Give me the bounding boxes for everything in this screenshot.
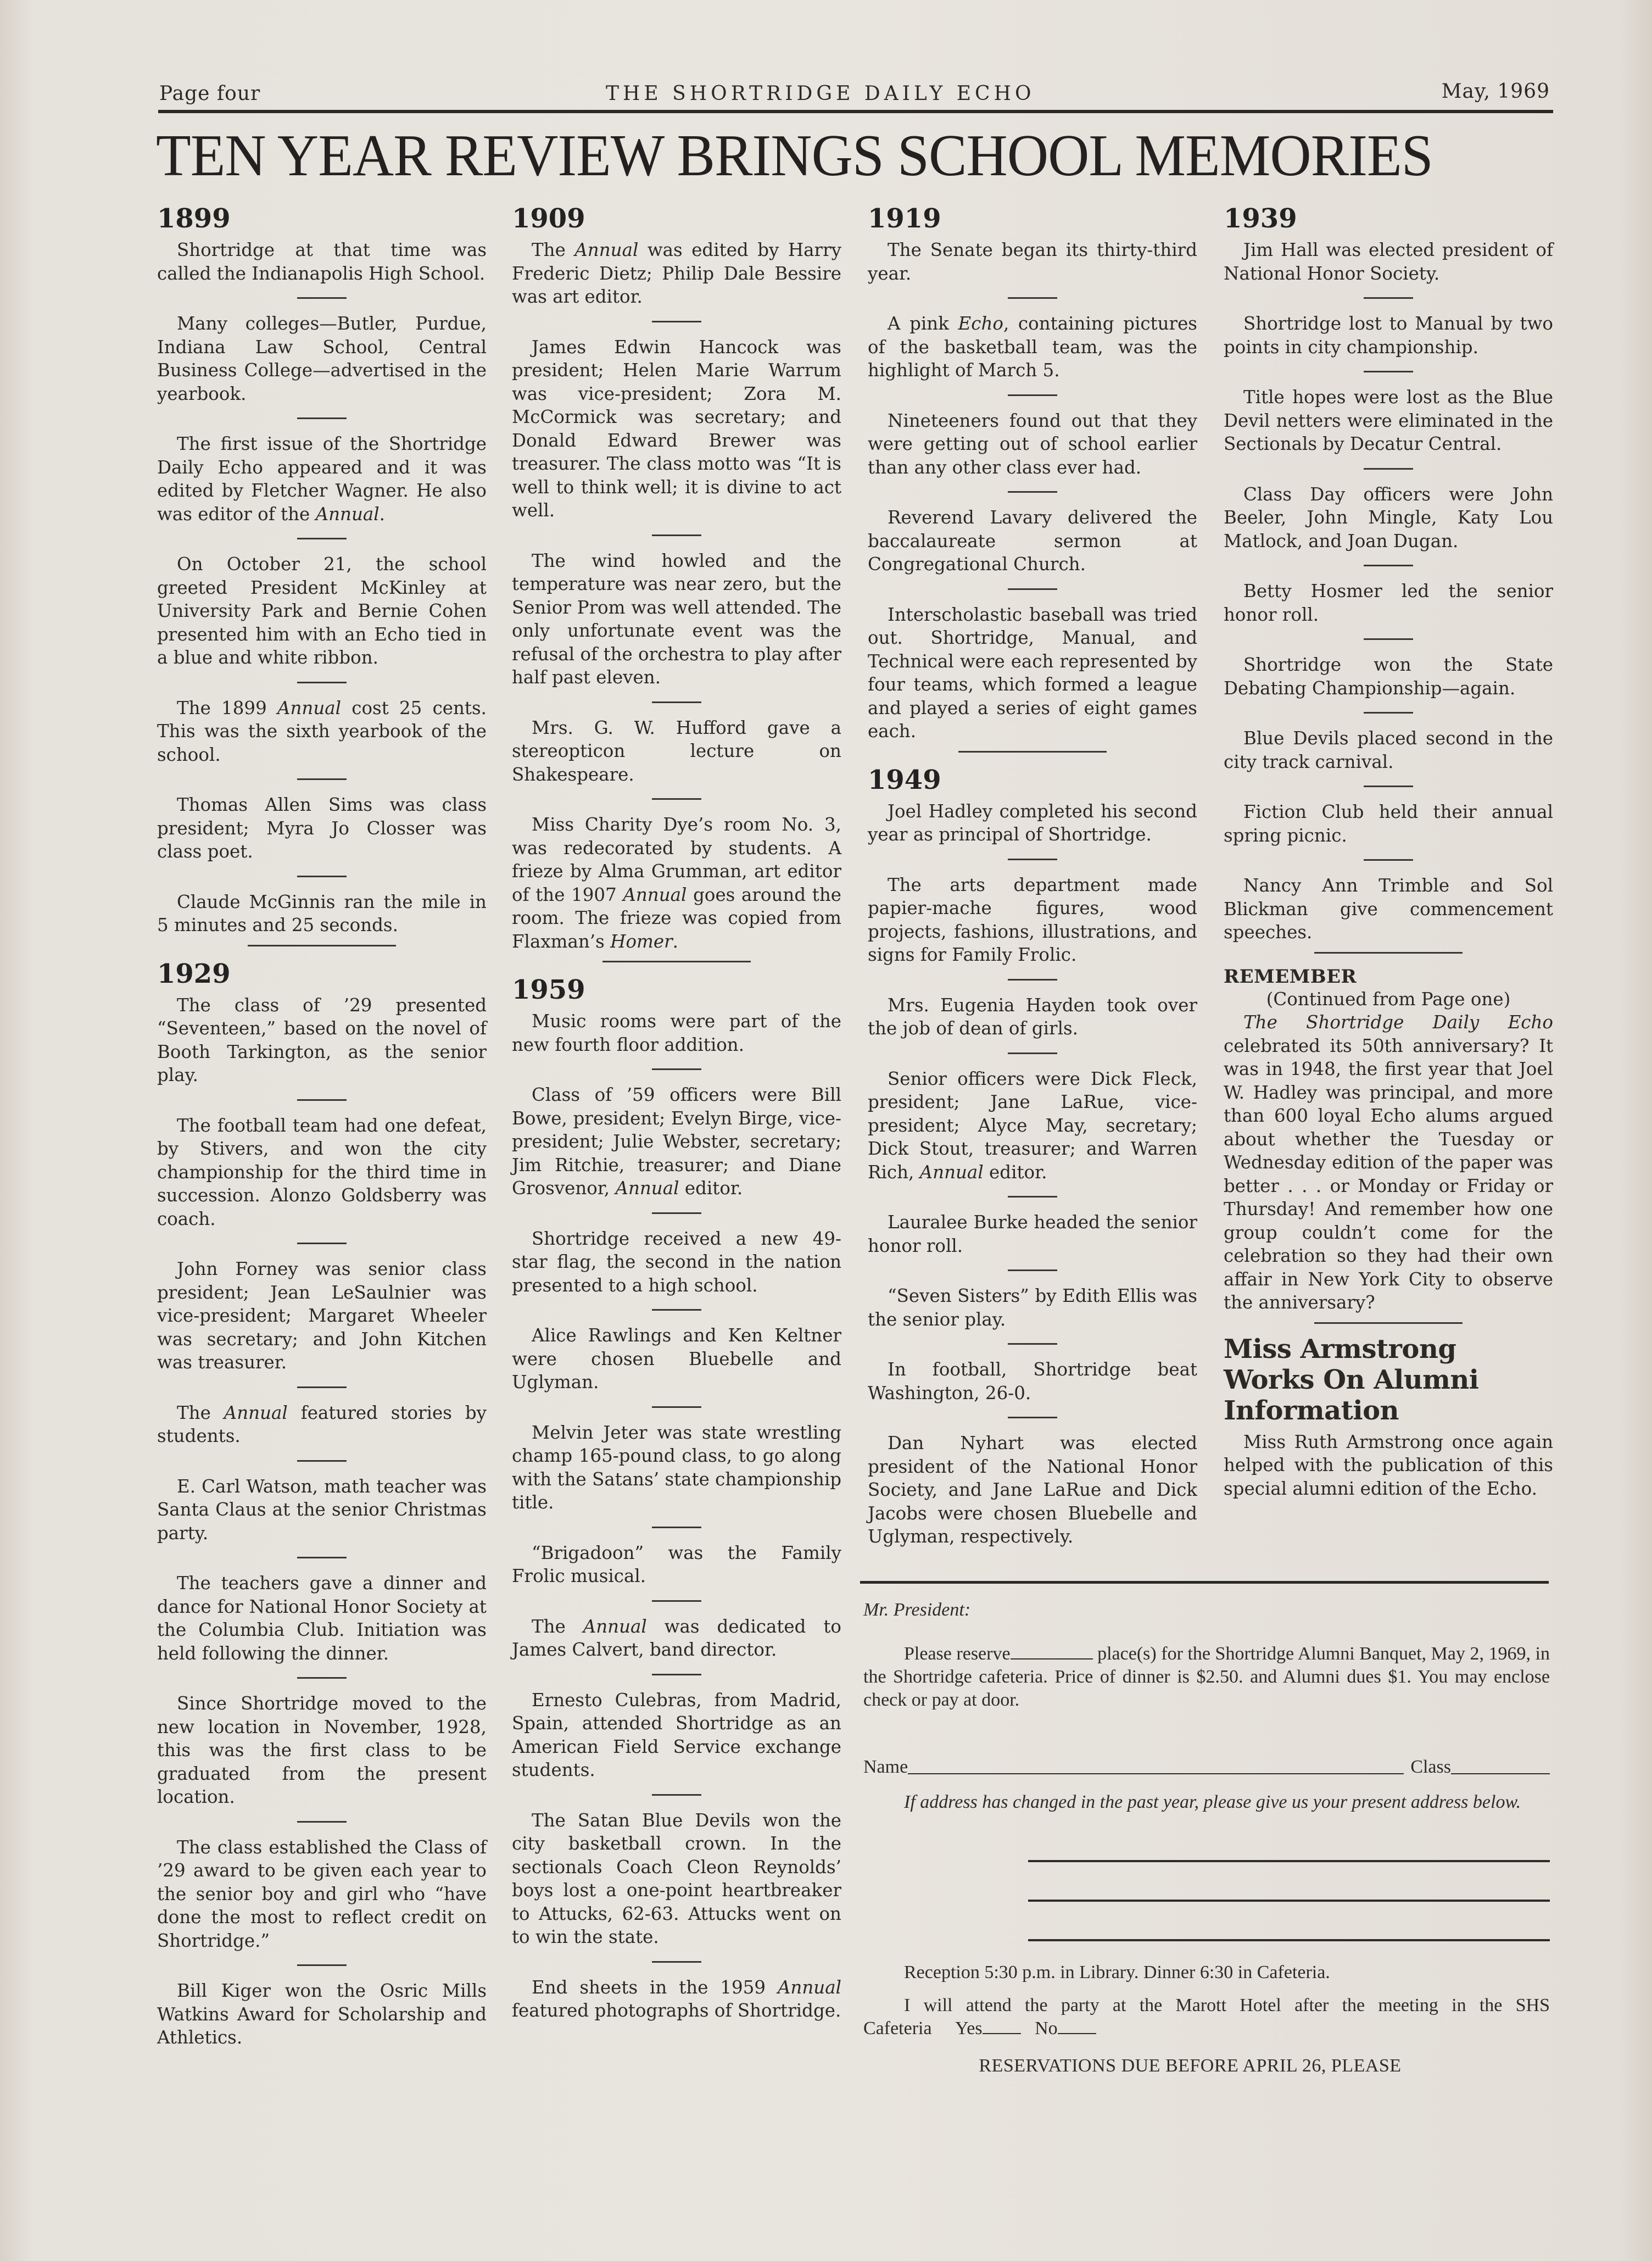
item-separator [652,1068,701,1070]
item-separator [1364,638,1413,640]
news-item: Blue Devils placed second in the city track carnival. [1224,728,1553,772]
item-separator [1008,1269,1057,1271]
item-separator [297,876,347,877]
year-heading: 1899 [157,203,231,234]
news-item: Shortridge lost to Manual by two points in city championship. [1224,313,1553,358]
item-separator [297,1964,347,1966]
italic-title: Annual [315,503,379,525]
item-text: was edited by Harry Frederic Dietz; Philip Dale Bessire was art editor. [512,240,841,307]
news-item: Dan Nyhart was elected president of the National Honor Society, and Jane LaRue and Dick Jacobs were chosen Bluebelle and Uglyman, respectively. [868,1433,1197,1547]
item-separator [297,682,347,683]
news-item [157,697,487,767]
section-rule [602,961,751,962]
section-1919 [868,203,1197,743]
news-item: The class of ’29 presented “Seventeen,” based on the novel of Booth Tarkington, as the senior play. [157,994,487,1085]
news-item: Mrs. G. W. Hufford gave a stereopticon lecture on Shakespeare. [512,717,841,785]
address-line-3[interactable] [1028,1939,1550,1941]
news-item: Nineteeners found out that they were getting out of school earlier than any other class ever had. [868,410,1197,478]
item-text: editor. [983,1161,1047,1183]
year-heading: 1909 [512,203,585,234]
page-headline: TEN YEAR REVIEW BRINGS SCHOOL MEMORIES [156,123,1433,188]
news-item: Nancy Ann Trimble and Sol Blickman give commencement speeches. [1224,875,1553,943]
issue-date: May, 1969 [1441,80,1550,103]
item-text: . [672,931,678,952]
item-separator [1364,859,1413,861]
item-separator [1008,491,1057,493]
item-separator [1008,979,1057,981]
section-1949 [868,765,1197,1549]
news-item [868,312,1197,382]
item-separator [652,534,701,536]
item-text: . [379,503,386,525]
item-separator [652,798,701,800]
reserve-text: place(s) for the Shortridge Alumni Banquet, May 2, 1969, in the Shortridge cafeteria. Price of dinner is $2.50. and Alumni dues $1. You may enclose check or pay at door. [863,1644,1550,1710]
year-heading: 1939 [1224,203,1297,234]
italic-title: Annual [574,240,639,260]
item-separator [297,1677,347,1679]
news-item: Joel Hadley completed his second year as principal of Shortridge. [868,800,1197,845]
item-text: was dedicated to James Calvert, band director. [512,1616,841,1660]
news-item: In football, Shortridge beat Washington, 26-0. [868,1359,1197,1404]
item-text: The first issue of the Shortridge Daily Echo appeared and it was edited by Fletcher Wagner. He also was editor of the [157,433,487,525]
item-separator [652,1794,701,1796]
item-separator [1364,371,1413,372]
item-text: featured photographs of Shortridge. [512,2000,841,2021]
form-top-rule [860,1581,1549,1584]
places-blank[interactable] [1011,1645,1093,1659]
item-text: editor. [679,1178,743,1199]
no-label: No [1035,2018,1058,2039]
item-text: , containing pictures of the basketball team, was the highlight of March 5. [868,313,1197,381]
news-item: “Brigadoon” was the Family Frolic musical. [512,1542,841,1586]
item-text: Senior officers were Dick Fleck, president; Jane LaRue, vice-president; Alyce May, secretary; Dick Stout, treasurer; and Warren Rich, [868,1068,1197,1183]
news-item: The Senate began its thirty-third year. [868,240,1197,284]
news-item: John Forney was senior class president; Jean LeSaulnier was vice-president; Margaret Wheeler was secretary; and John Kitchen was treasurer. [157,1258,487,1373]
yes-blank[interactable] [983,2020,1021,2034]
item-separator [297,297,347,299]
news-item [868,1067,1197,1184]
section-rule [248,945,396,946]
news-item [512,238,841,309]
news-item: E. Carl Watson, math teacher was Santa Claus at the senior Christmas party. [157,1475,487,1544]
item-text: A pink [888,313,958,334]
news-item [512,1083,841,1200]
class-label: Class [1410,1757,1451,1777]
class-blank[interactable] [1451,1772,1550,1774]
item-separator [652,1961,701,1963]
section-1929 [157,959,487,2050]
form-salutation: Mr. President: [863,1600,971,1620]
italic-title: Annual [583,1616,647,1637]
news-item: Title hopes were lost as the Blue Devil netters were eliminated in the Sectionals by Decatur Central. [1224,387,1553,454]
section-rule [1314,952,1463,954]
italic-title: Annual [615,1178,679,1199]
item-separator [1008,1417,1057,1418]
news-item: Shortridge received a new 49-star flag, the second in the nation presented to a high school. [512,1228,841,1296]
news-item: Ernesto Culebras, from Madrid, Spain, attended Shortridge as an American Field Service exchange students. [512,1689,841,1780]
item-separator [1008,297,1057,299]
address-note: If address has changed in the past year, please give us your present address below. [904,1792,1521,1812]
news-item: Fiction Club held their annual spring picnic. [1224,801,1553,846]
news-item: Jim Hall was elected president of National Honor Society. [1224,240,1553,284]
armstrong-body: Miss Ruth Armstrong once again helped with the publication of this special alumni edition of the Echo. [1224,1431,1553,1499]
news-item: The teachers gave a dinner and dance for National Honor Society at the Columbia Club. Initiation was held following the dinner. [157,1573,487,1664]
italic-title: Homer [610,931,673,952]
news-item: Mrs. Eugenia Hayden took over the job of dean of girls. [868,994,1197,1039]
section-1959 [512,974,841,2023]
yes-label: Yes [955,2018,983,2039]
column-3 [868,203,1197,1549]
remember-body [1224,1011,1553,1315]
paper-name: THE SHORTRIDGE DAILY ECHO [606,82,1035,105]
item-separator [1364,712,1413,714]
item-separator [652,1674,701,1675]
section-1899 [157,203,487,937]
reception-time: Reception 5:30 p.m. in Library. Dinner 6:30 in Cafeteria. [904,1962,1330,1982]
item-separator [1364,468,1413,470]
news-item: The football team had one defeat, by Stivers, and won the city championship for the third time in succession. Alonzo Goldsberry was coach. [157,1115,487,1229]
news-item: On October 21, the school greeted President McKinley at University Park and Bernie Cohen presented him with an Echo tied in a blue and white ribbon. [157,554,487,668]
remember-paper-title: The Shortridge Daily Echo [1243,1012,1553,1033]
year-heading: 1949 [868,764,941,795]
remember-heading: REMEMBER [1224,965,1357,988]
reserve-label: Please reserve [904,1644,1011,1664]
news-item: Thomas Allen Sims was class president; Myra Jo Closser was class poet. [157,794,487,862]
attend-text: I will attend the party at the Marott Hotel after the meeting in the SHS Cafeteria [863,1995,1550,2039]
news-item: Music rooms were part of the new fourth floor addition. [512,1011,841,1055]
reservation-form [863,1599,1550,2078]
news-item [157,1401,487,1448]
item-separator [652,1600,701,1602]
folio-line [158,82,1553,108]
remember-continued: (Continued from Page one) [1266,988,1511,1010]
news-item: James Edwin Hancock was president; Helen Marie Warrum was vice-president; Zora M. McCormick was secretary; and Donald Edward Brewer was treasurer. The class motto was “It is well to think well; it is divine to act well. [512,336,841,521]
item-text: The [177,1402,224,1423]
news-item [512,813,841,953]
news-item: The Satan Blue Devils won the city basketball crown. In the sectionals Coach Cleon Reynolds’ boys lost a one-point heartbreaker to Attucks, 62-63. Attucks went on to win the state. [512,1809,841,1947]
address-line-2[interactable] [1028,1900,1550,1902]
name-class-line [863,1756,1550,1779]
page-number: Page four [159,82,261,105]
item-separator [297,417,347,419]
italic-title: Annual [224,1402,288,1423]
news-item: Interscholastic baseball was tried out. Shortridge, Manual, and Technical were each represented by four teams, which formed a league and played a series of eight games each. [868,604,1197,742]
attend-question [863,1994,1550,2040]
item-separator [297,1460,347,1462]
item-text: cost 25 cents. This was the sixth yearbook of the school. [157,697,487,765]
italic-title: Annual [919,1161,984,1183]
section-rule [958,751,1107,753]
address-line-1[interactable] [1028,1860,1550,1862]
reserve-paragraph [863,1642,1550,1712]
italic-title: Echo [958,313,1003,334]
item-separator [652,1212,701,1214]
column-4 [1224,203,1553,1500]
news-item: “Seven Sisters” by Edith Ellis was the senior play. [868,1285,1197,1330]
year-heading: 1929 [157,958,231,989]
news-item [157,432,487,526]
news-item: The wind howled and the temperature was near zero, but the Senior Prom was well attended. The only unfortunate event was the refusal of the orchestra to play after half past eleven. [512,550,841,688]
column-2 [512,203,841,2023]
news-item: Lauralee Burke headed the senior honor roll. [868,1212,1197,1256]
item-separator [1364,565,1413,566]
remember-text: celebrated its 50th anniversary? It was in 1948, the first year that Joel W. Hadley was principal, and more than 600 loyal Echo alums argued about whether the Tuesday or Wednesday edition of the paper was better . . . or Monday or Friday or Thursday! And remember how one group couldn’t come for the celebration so they had their own affair in New York City to observe the anniversary? [1224,1035,1553,1313]
item-separator [297,778,347,780]
news-item: The arts department made papier-mache figures, wood projects, fashions, illustrations, and signs for Family Frolic. [868,874,1197,965]
item-text: goes around the room. The frieze was copied from Flaxman’s [512,884,841,952]
news-item: Melvin Jeter was state wrestling champ 165-pound class, to go along with the Satans’ state championship title. [512,1422,842,1513]
news-item: Many colleges—Butler, Purdue, Indiana Law School, Central Business College—advertised in the yearbook. [157,313,487,404]
italic-title: Annual [277,697,342,719]
item-text: The [532,240,575,260]
item-text: The 1899 [177,697,277,719]
armstrong-headline: Miss Armstrong Works On Alumni Information [1224,1333,1479,1426]
news-item: Shortridge won the State Debating Championship—again. [1224,654,1553,699]
section-rule [1314,1322,1463,1324]
item-separator [652,701,701,703]
item-separator [1008,1052,1057,1054]
item-text: featured stories by students. [157,1402,487,1446]
item-separator [1008,1196,1057,1198]
item-separator [297,1243,347,1244]
item-separator [297,1099,347,1101]
year-heading: 1959 [512,974,585,1005]
name-label: Name [863,1757,908,1777]
news-item: Since Shortridge moved to the new location in November, 1928, this was the first class to be graduated from the present location. [157,1693,487,1807]
news-item [512,1976,841,2023]
section-1909 [512,203,841,953]
item-text: Class of ’59 officers were Bill Bowe, president; Evelyn Birge, vice-president; Julie Webster, secretary; Jim Ritchie, treasurer; and Diane Grosvenor, [512,1084,841,1199]
remember-box [1224,966,1553,1315]
italic-title: Annual [623,884,687,905]
item-text: The [532,1616,583,1637]
news-item [512,1615,841,1662]
name-blank[interactable] [908,1772,1404,1774]
item-text: End sheets in the 1959 [532,1976,778,1998]
italic-title: Annual [777,1976,841,1998]
no-blank[interactable] [1058,2020,1096,2034]
item-separator [297,1557,347,1558]
item-separator [1008,1343,1057,1345]
news-item: Betty Hosmer led the senior honor roll. [1224,581,1553,625]
item-separator [652,321,701,322]
item-separator [1008,394,1057,396]
news-item: The class established the Class of ’29 award to be given each year to the senior boy and girl who “have done the most to reflect credit on Shortridge.” [157,1836,487,1951]
news-item: Bill Kiger won the Osric Mills Watkins Award for Scholarship and Athletics. [157,1980,487,2048]
news-item: Claude McGinnis ran the mile in 5 minutes and 25 seconds. [157,891,487,935]
news-item: Reverend Lavary delivered the baccalaureate sermon at Congregational Church. [868,507,1197,575]
section-1939 [1224,203,1553,944]
item-separator [652,1309,701,1311]
news-item: Alice Rawlings and Ken Keltner were chosen Bluebelle and Uglyman. [512,1325,841,1393]
item-separator [1364,786,1413,787]
item-separator [297,1821,347,1823]
news-item: Shortridge at that time was called the Indianapolis High School. [157,240,487,284]
item-separator [297,1386,347,1388]
item-text: Miss Charity Dye’s room No. 3, was redecorated by students. A frieze by Alma Grumman, art editor of the 1907 [512,814,841,905]
item-separator [1364,297,1413,299]
news-item: Class Day officers were John Beeler, John Mingle, Katy Lou Matlock, and Joan Dugan. [1224,483,1553,552]
item-separator [297,538,347,539]
item-separator [1008,588,1057,590]
year-heading: 1919 [868,203,941,234]
item-separator [652,1406,701,1408]
folio-rule [158,110,1553,113]
reservations-due: RESERVATIONS DUE BEFORE APRIL 26, PLEASE [979,2056,1402,2076]
item-separator [1008,859,1057,860]
column-1 [157,203,487,2050]
item-separator [652,1527,701,1528]
